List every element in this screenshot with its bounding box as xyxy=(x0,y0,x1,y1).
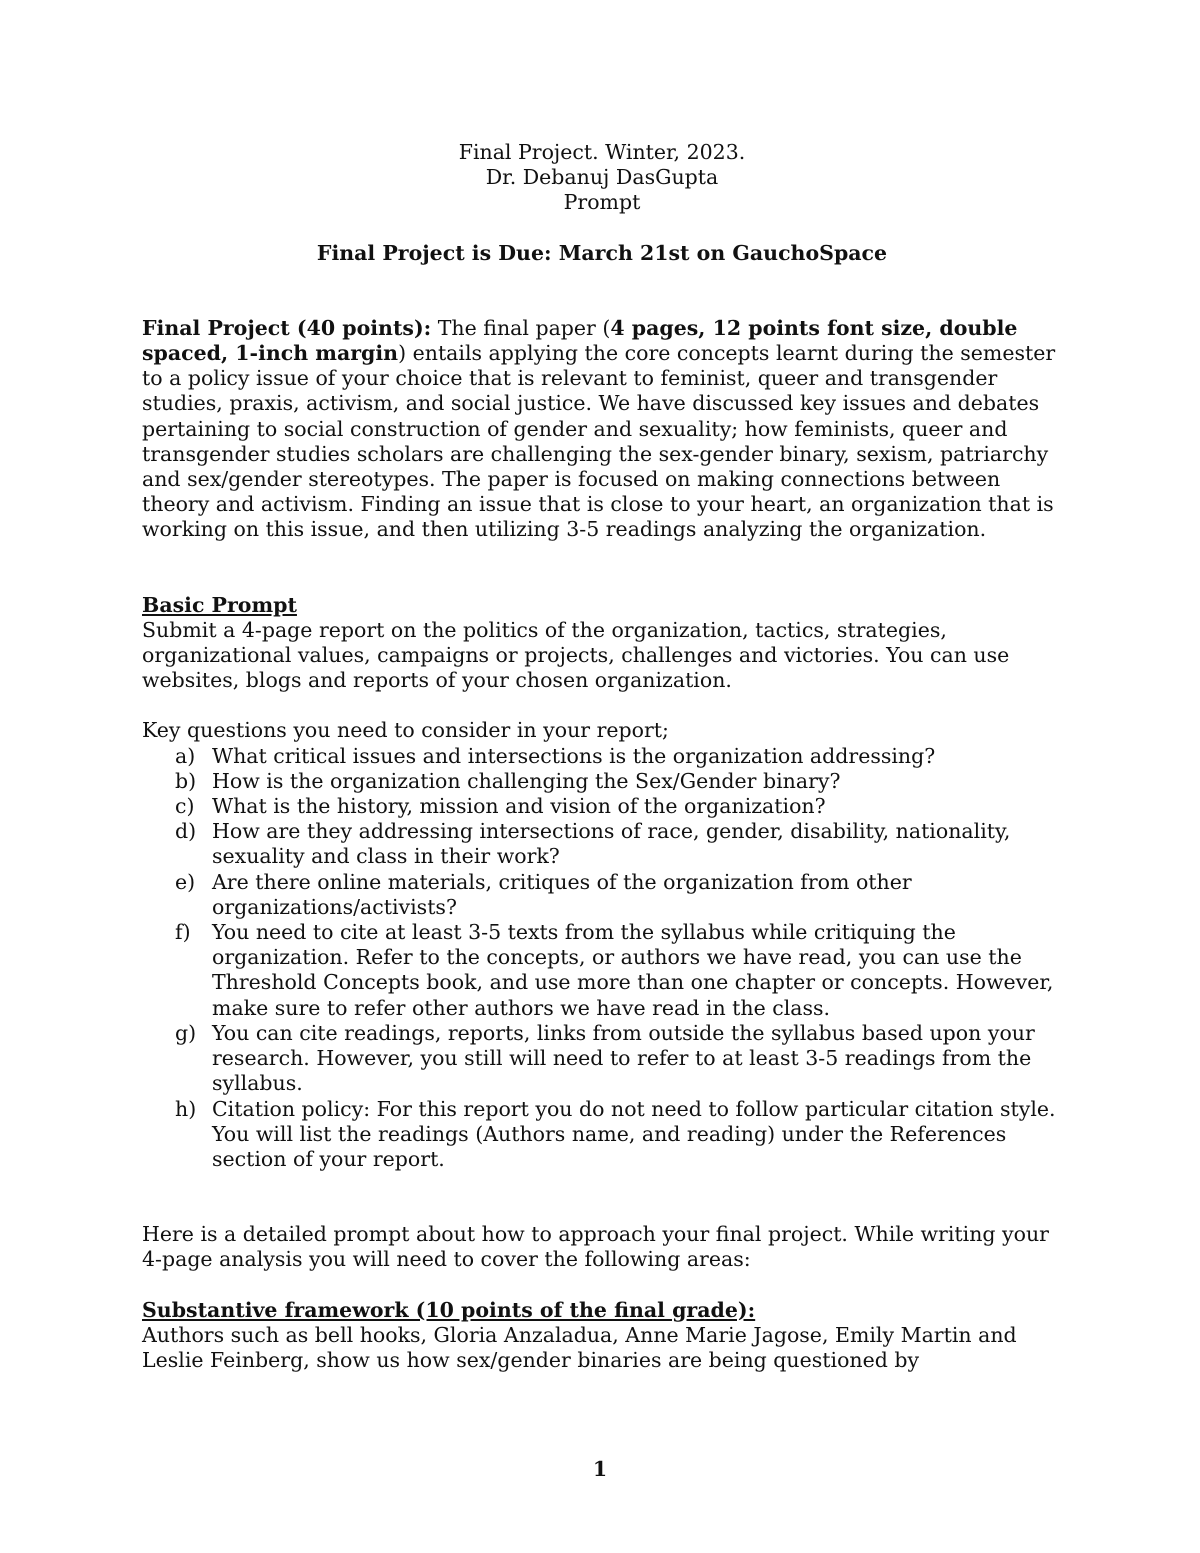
due-date-line: Final Project is Due: March 21st on GauchoSpace xyxy=(316,240,888,265)
list-item xyxy=(142,1021,1062,1097)
list-item-text: Are there online materials, critiques of the organization from other organizations/activists? xyxy=(212,869,912,919)
framework-text: Authors such as bell hooks, Gloria Anzaladua, Anne Marie Jagose, Emily Martin and Leslie Feinberg, show us how sex/gender binaries are being questioned by xyxy=(142,1322,1017,1372)
document-body xyxy=(142,140,1062,1373)
list-item xyxy=(142,1097,1062,1173)
intro-text-2: ) entails applying the core concepts learnt during the semester to a policy issue of your choice that is relevant to feminist, queer and transgender studies, praxis, activism, and social justice. We have discussed key issues and debates pertaining to social construction of gender and sexuality; how feminists, queer and transgender studies scholars are challenging the sex-gender binary, sexism, patriarchy and sex/gender stereotypes. The paper is focused on making connections between theory and activism. Finding an issue that is close to your heart, an organization that is working on this issue, and then utilizing 3-5 readings analyzing the organization. xyxy=(142,341,1056,542)
list-item xyxy=(142,819,1062,869)
questions-list xyxy=(142,744,1062,1172)
list-marker: b) xyxy=(175,768,197,793)
list-item xyxy=(142,744,1062,769)
list-marker: d) xyxy=(175,819,197,844)
list-marker: f) xyxy=(175,920,191,945)
questions-intro: Key questions you need to consider in your report; xyxy=(142,718,669,743)
list-item-text: You can cite readings, reports, links from outside the syllabus based upon your research. However, you still will need to refer to at least 3-5 readings from the syllabus. xyxy=(212,1020,1035,1096)
list-item-text: What is the history, mission and vision of the organization? xyxy=(212,794,826,819)
intro-paragraph xyxy=(142,316,1062,543)
list-item xyxy=(142,794,1062,819)
instructor-line: Dr. Debanuj DasGupta xyxy=(485,165,719,190)
list-item-text: Citation policy: For this report you do not need to follow particular citation style. You will list the readings (Authors name, and reading) under the References section of your report. xyxy=(212,1096,1056,1171)
list-marker: a) xyxy=(175,743,196,768)
subtitle-line: Prompt xyxy=(563,190,641,215)
intro-bold-spec: 4 pages, 12 points font size, double spaced, 1-inch margin xyxy=(142,315,1018,366)
framework-heading: Substantive framework (10 points of the final grade): xyxy=(142,1297,756,1322)
list-marker: c) xyxy=(175,794,195,819)
list-item-text: You need to cite at least 3-5 texts from the syllabus while critiquing the organization. Refer to the concepts, or authors we have read, you can use the Threshold Concepts book, and use more than one chapter or concepts. However, make sure to refer other authors we have read in the class. xyxy=(212,920,1054,1020)
list-item-text: What critical issues and intersections is the organization addressing? xyxy=(212,743,936,768)
list-item-text: How are they addressing intersections of race, gender, disability, nationality, sexuality and class in their work? xyxy=(212,819,1011,869)
list-marker: g) xyxy=(175,1020,197,1045)
intro-label: Final Project (40 points): xyxy=(142,315,432,340)
detailed-prompt-text: Here is a detailed prompt about how to approach your final project. While writing your 4-page analysis you will need to cover the following areas: xyxy=(142,1222,1049,1272)
title-line: Final Project. Winter, 2023. xyxy=(458,140,746,164)
list-item xyxy=(142,870,1062,920)
page-number: 1 xyxy=(592,1457,608,1481)
list-item xyxy=(142,769,1062,794)
list-marker: e) xyxy=(175,869,196,894)
basic-prompt-text: Submit a 4-page report on the politics of the organization, tactics, strategies, organizational values, campaigns or projects, challenges and victories. You can use websites, blogs and reports of your chosen organization. xyxy=(142,617,1010,693)
list-item xyxy=(142,920,1062,1021)
intro-text-1: The final paper ( xyxy=(431,315,611,340)
list-marker: h) xyxy=(175,1096,197,1121)
basic-prompt-heading: Basic Prompt xyxy=(142,592,297,617)
list-item-text: How is the organization challenging the Sex/Gender binary? xyxy=(212,768,841,793)
